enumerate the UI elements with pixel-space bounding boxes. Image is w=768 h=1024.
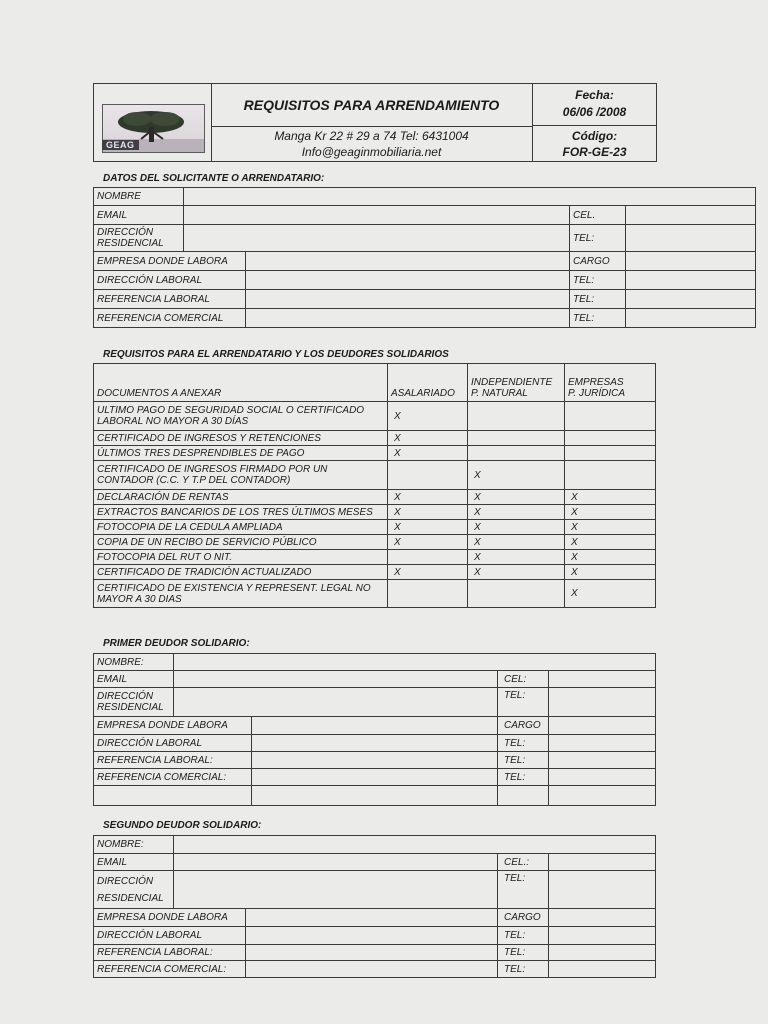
asalariado-cell[interactable]: X <box>388 535 468 550</box>
tel-field[interactable] <box>626 271 756 290</box>
address-cell <box>211 127 533 162</box>
tel-field[interactable] <box>549 927 656 945</box>
direccion-label-line1: DIRECCIÓN <box>97 227 154 238</box>
section-title-solicitante: DATOS DEL SOLICITANTE O ARRENDATARIO: <box>103 173 325 184</box>
col-header-independiente-line1: INDEPENDIENTE <box>471 377 553 388</box>
col-header-documentos: DOCUMENTOS A ANEXAR <box>94 364 388 402</box>
asalariado-cell[interactable] <box>388 461 468 490</box>
direccion-laboral-label: DIRECCIÓN LABORAL <box>94 271 246 290</box>
tel-label: TEL: <box>498 769 549 786</box>
tel-label: TEL: <box>570 309 626 328</box>
table-row <box>94 520 656 535</box>
col-header-asalariado: ASALARIADO <box>388 364 468 402</box>
logo-area <box>94 84 212 161</box>
tel-label: TEL: <box>498 961 549 978</box>
asalariado-cell[interactable]: X <box>388 565 468 580</box>
col-header-empresas-line2: P. JURÍDICA <box>568 388 626 399</box>
direccion-label <box>94 225 184 252</box>
independiente-cell[interactable]: X <box>468 505 565 520</box>
tel-field[interactable] <box>549 752 656 769</box>
tel-field[interactable] <box>626 290 756 309</box>
nombre-label: NOMBRE: <box>94 654 174 671</box>
independiente-cell[interactable]: X <box>468 565 565 580</box>
email-label: EMAIL <box>94 206 184 225</box>
tel-label: TEL: <box>570 290 626 309</box>
referencia-comercial-label: REFERENCIA COMERCIAL: <box>94 961 246 978</box>
document-cell: FOTOCOPIA DE LA CEDULA AMPLIADA <box>94 520 388 535</box>
extra-field[interactable] <box>252 786 498 806</box>
segundo-deudor-table <box>93 835 656 978</box>
referencia-comercial-field[interactable] <box>246 309 570 328</box>
independiente-cell[interactable] <box>468 446 565 461</box>
table-row <box>94 535 656 550</box>
tel-field[interactable] <box>549 961 656 978</box>
address-line: Manga Kr 22 # 29 a 74 Tel: 6431004 <box>274 129 469 143</box>
independiente-cell[interactable] <box>468 580 565 608</box>
nombre-label: NOMBRE <box>94 188 184 206</box>
referencia-laboral-field[interactable] <box>246 290 570 309</box>
email-field[interactable] <box>174 671 498 688</box>
requisitos-table <box>93 363 656 608</box>
independiente-cell[interactable]: X <box>468 535 565 550</box>
tel-field[interactable] <box>549 871 656 909</box>
cargo-label: CARGO <box>498 909 549 927</box>
codigo-value: FOR-GE-23 <box>562 145 627 159</box>
page-title: REQUISITOS PARA ARRENDAMIENTO <box>243 97 500 113</box>
codigo-cell <box>533 127 656 161</box>
empresa-label: EMPRESA DONDE LABORA <box>94 909 246 927</box>
tel-label: TEL: <box>570 225 626 252</box>
document-header <box>93 83 657 162</box>
tel-label: TEL: <box>498 735 549 752</box>
empresa-field[interactable] <box>246 909 498 927</box>
document-cell: CERTIFICADO DE EXISTENCIA Y REPRESENT. LEGAL NO MAYOR A 30 DIAS <box>94 580 388 608</box>
tel-label: TEL: <box>498 871 549 909</box>
table-row <box>94 461 656 490</box>
referencia-laboral-label: REFERENCIA LABORAL: <box>94 752 252 769</box>
table-row <box>94 446 656 461</box>
direccion-field[interactable] <box>184 225 570 252</box>
primer-deudor-table <box>93 653 656 806</box>
col-header-independiente <box>468 364 565 402</box>
empresa-field[interactable] <box>246 252 570 271</box>
email-label: EMAIL <box>94 854 174 871</box>
direccion-label-line2: RESIDENCIAL <box>97 702 164 713</box>
extra-label[interactable] <box>498 786 549 806</box>
nombre-label: NOMBRE: <box>94 836 174 854</box>
section-title-segundo-deudor: SEGUNDO DEUDOR SOLIDARIO: <box>103 820 262 831</box>
referencia-laboral-field[interactable] <box>252 752 498 769</box>
table-row <box>94 505 656 520</box>
document-cell: CERTIFICADO DE TRADICIÓN ACTUALIZADO <box>94 565 388 580</box>
tel-label: TEL: <box>498 752 549 769</box>
direccion-laboral-label: DIRECCIÓN LABORAL <box>94 927 246 945</box>
direccion-laboral-field[interactable] <box>246 271 570 290</box>
empresas-cell[interactable] <box>565 446 656 461</box>
direccion-label-line1: DIRECCIÓN <box>97 875 154 887</box>
direccion-laboral-field[interactable] <box>246 927 498 945</box>
table-row <box>94 431 656 446</box>
tel-field[interactable] <box>549 945 656 961</box>
empresa-label: EMPRESA DONDE LABORA <box>94 717 252 735</box>
email-field[interactable] <box>174 854 498 871</box>
email-field[interactable] <box>184 206 570 225</box>
referencia-comercial-label: REFERENCIA COMERCIAL <box>94 309 246 328</box>
cel-field[interactable] <box>626 206 756 225</box>
nombre-field[interactable] <box>174 654 656 671</box>
tel-label: TEL: <box>570 271 626 290</box>
table-row <box>94 565 656 580</box>
referencia-laboral-field[interactable] <box>246 945 498 961</box>
empresas-cell[interactable]: X <box>565 550 656 565</box>
cargo-label: CARGO <box>498 717 549 735</box>
codigo-label: Código: <box>571 129 618 143</box>
asalariado-cell[interactable]: X <box>388 402 468 431</box>
col-header-independiente-line2: P. NATURAL <box>471 388 528 399</box>
document-cell: DECLARACIÓN DE RENTAS <box>94 490 388 505</box>
asalariado-cell[interactable]: X <box>388 446 468 461</box>
direccion-laboral-label: DIRECCIÓN LABORAL <box>94 735 252 752</box>
tel-label: TEL: <box>498 945 549 961</box>
empresas-cell[interactable]: X <box>565 580 656 608</box>
col-header-empresas <box>565 364 656 402</box>
direccion-laboral-field[interactable] <box>252 735 498 752</box>
fecha-value: 06/06 /2008 <box>562 105 627 119</box>
document-cell: ULTIMO PAGO DE SEGURIDAD SOCIAL O CERTIFICADO LABORAL NO MAYOR A 30 DÍAS <box>94 402 388 431</box>
direccion-field[interactable] <box>174 871 498 909</box>
asalariado-cell[interactable]: X <box>388 520 468 535</box>
tel-label: TEL: <box>498 688 549 717</box>
asalariado-cell[interactable]: X <box>388 490 468 505</box>
cel-label: CEL: <box>498 671 549 688</box>
independiente-cell[interactable]: X <box>468 520 565 535</box>
empresas-cell[interactable]: X <box>565 490 656 505</box>
independiente-cell[interactable]: X <box>468 461 565 490</box>
tel-label: TEL: <box>498 927 549 945</box>
empresa-field[interactable] <box>252 717 498 735</box>
extra-label-cell[interactable] <box>94 786 252 806</box>
empresas-cell[interactable]: X <box>565 505 656 520</box>
fecha-cell <box>533 84 656 126</box>
tel-field[interactable] <box>549 735 656 752</box>
direccion-label-line2: RESIDENCIAL <box>97 892 164 904</box>
tel-field[interactable] <box>626 309 756 328</box>
empresas-cell[interactable]: X <box>565 565 656 580</box>
referencia-comercial-label: REFERENCIA COMERCIAL: <box>94 769 252 786</box>
extra-field[interactable] <box>549 786 656 806</box>
document-cell: COPIA DE UN RECIBO DE SERVICIO PÚBLICO <box>94 535 388 550</box>
independiente-cell[interactable]: X <box>468 490 565 505</box>
asalariado-cell[interactable] <box>388 580 468 608</box>
col-header-empresas-line1: EMPRESAS <box>568 377 624 388</box>
solicitante-table <box>93 187 756 328</box>
empresas-cell[interactable]: X <box>565 520 656 535</box>
fecha-label: Fecha: <box>575 88 614 102</box>
direccion-label <box>94 688 174 717</box>
email-label: EMAIL <box>94 671 174 688</box>
direccion-label <box>94 871 174 909</box>
empresas-cell[interactable] <box>565 402 656 431</box>
tel-field[interactable] <box>626 225 756 252</box>
email-line: Info@geaginmobiliaria.net <box>301 145 442 159</box>
document-cell: FOTOCOPIA DEL RUT O NIT. <box>94 550 388 565</box>
cargo-field[interactable] <box>549 909 656 927</box>
empresa-label: EMPRESA DONDE LABORA <box>94 252 246 271</box>
referencia-comercial-field[interactable] <box>252 769 498 786</box>
asalariado-cell[interactable]: X <box>388 431 468 446</box>
independiente-cell[interactable] <box>468 431 565 446</box>
empresas-cell[interactable] <box>565 461 656 490</box>
cel-field[interactable] <box>549 671 656 688</box>
document-cell: EXTRACTOS BANCARIOS DE LOS TRES ÚLTIMOS MESES <box>94 505 388 520</box>
referencia-laboral-label: REFERENCIA LABORAL: <box>94 945 246 961</box>
empresas-cell[interactable]: X <box>565 535 656 550</box>
direccion-field[interactable] <box>174 688 498 717</box>
asalariado-cell[interactable] <box>388 550 468 565</box>
independiente-cell[interactable] <box>468 402 565 431</box>
nombre-field[interactable] <box>184 188 756 206</box>
section-title-primer-deudor: PRIMER DEUDOR SOLIDARIO: <box>103 638 250 649</box>
section-title-requisitos: REQUISITOS PARA EL ARRENDATARIO Y LOS DEUDORES SOLIDARIOS <box>103 349 449 360</box>
cargo-field[interactable] <box>549 717 656 735</box>
tel-field[interactable] <box>549 688 656 717</box>
cel-field[interactable] <box>549 854 656 871</box>
cargo-field[interactable] <box>626 252 756 271</box>
table-row <box>94 580 656 608</box>
tel-field[interactable] <box>549 769 656 786</box>
table-row <box>94 550 656 565</box>
referencia-laboral-label: REFERENCIA LABORAL <box>94 290 246 309</box>
cel-label: CEL.: <box>498 854 549 871</box>
empresas-cell[interactable] <box>565 431 656 446</box>
asalariado-cell[interactable]: X <box>388 505 468 520</box>
referencia-comercial-field[interactable] <box>246 961 498 978</box>
document-cell: ÚLTIMOS TRES DESPRENDIBLES DE PAGO <box>94 446 388 461</box>
table-row <box>94 490 656 505</box>
cel-label: CEL. <box>570 206 626 225</box>
cargo-label: CARGO <box>570 252 626 271</box>
title-cell <box>211 84 533 127</box>
nombre-field[interactable] <box>174 836 656 854</box>
logo-text: GEAG <box>102 140 139 150</box>
document-cell: CERTIFICADO DE INGRESOS FIRMADO POR UN CONTADOR (C.C. Y T.P DEL CONTADOR) <box>94 461 388 490</box>
independiente-cell[interactable]: X <box>468 550 565 565</box>
table-row <box>94 402 656 431</box>
document-cell: CERTIFICADO DE INGRESOS Y RETENCIONES <box>94 431 388 446</box>
direccion-label-line2: RESIDENCIAL <box>97 238 164 249</box>
direccion-label-line1: DIRECCIÓN <box>97 691 154 702</box>
